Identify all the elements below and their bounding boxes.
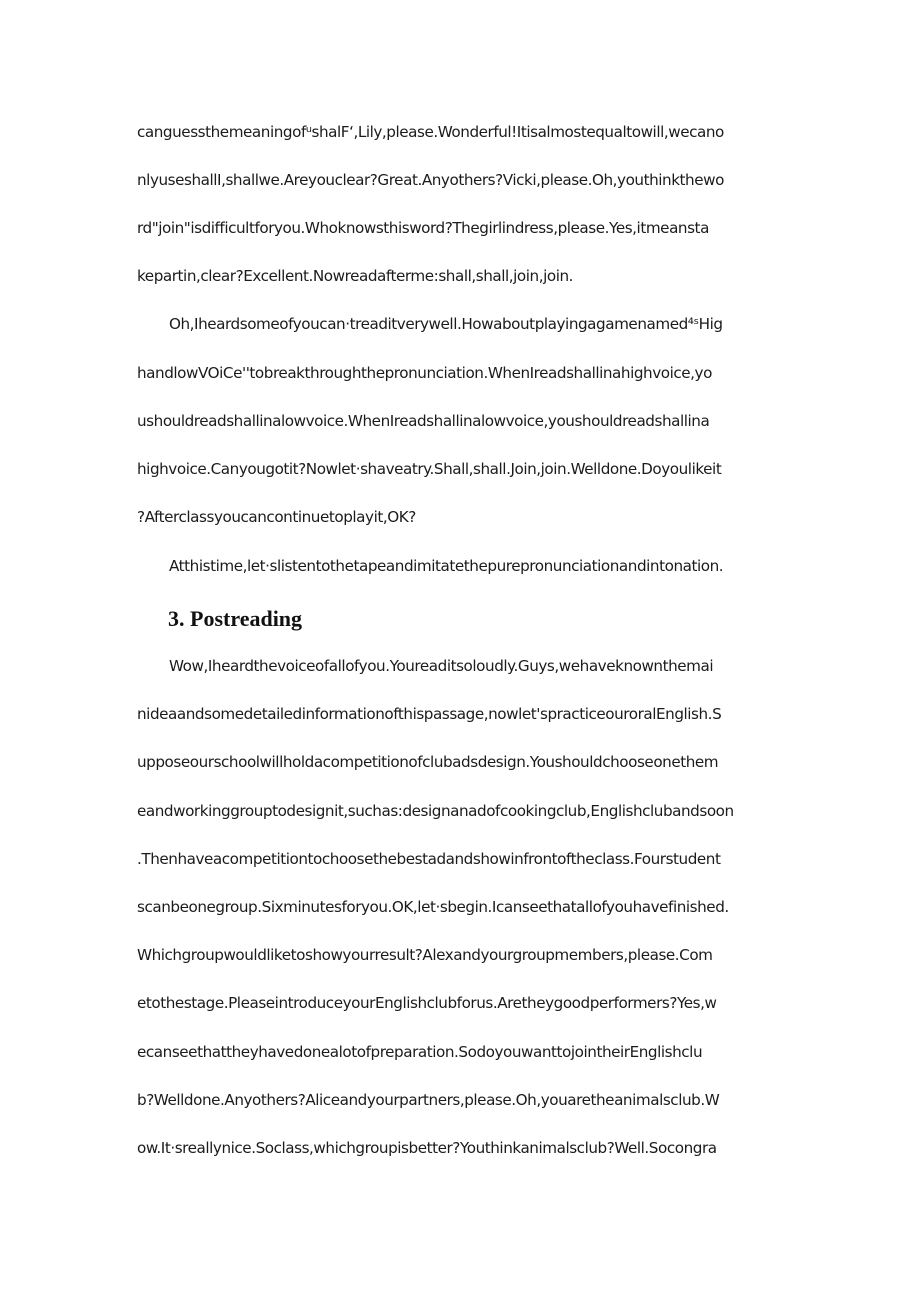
text-line: ?Afterclassyoucancontinuetoplayit,OK? <box>137 508 416 526</box>
text-line: Atthistime,let·slistentothetapeandimitatethepurepronunciationandintonation. <box>169 557 724 575</box>
text-line: kepartin,clear?Excellent.Nowreadafterme:shall,shall,join,join. <box>137 267 574 285</box>
text-line: handlowVOiCe''tobreakthroughthepronunciation.WhenIreadshallinahighvoice,yo <box>137 364 712 382</box>
text-line: nlyuseshallI,shallwe.Areyouclear?Great.Anyothers?Vicki,please.Oh,youthinkthewo <box>137 171 724 189</box>
text-line: canguessthemeaningofᵘshalFʻ,Lily,please.Wonderful!Itisalmostequaltowill,wecano <box>137 123 724 141</box>
text-line: eandworkinggrouptodesignit,suchas:designanadofcookingclub,Englishclubandsoon <box>137 802 734 820</box>
text-line: Oh,Iheardsomeofyoucan·treaditverywell.Howaboutplayingagamenamed⁴ˢHig <box>169 315 723 333</box>
section-heading: 3. Postreading <box>168 606 303 631</box>
text-line: etothestage.PleaseintroduceyourEnglishclubforus.Aretheygoodperformers?Yes,w <box>137 994 717 1012</box>
text-line: Whichgroupwouldliketoshowyourresult?Alexandyourgroupmembers,please.Com <box>137 946 713 964</box>
text-line: ushouldreadshallinalowvoice.WhenIreadshallinalowvoice,youshouldreadshallina <box>137 412 710 430</box>
text-line: ecanseethattheyhavedonealotofpreparation.SodoyouwanttojointheirEnglishclu <box>137 1043 703 1061</box>
text-line: Wow,Iheardthevoiceofallofyou.Youreaditsoloudly.Guys,wehaveknownthemai <box>169 657 714 675</box>
text-line: .Thenhaveacompetitiontochoosethebestadandshowinfrontoftheclass.Fourstudent <box>137 850 721 868</box>
text-line: upposeourschoolwillholdacompetitionofclubadsdesign.Youshouldchooseonethem <box>137 753 719 771</box>
text-line: highvoice.Canyougotit?Nowlet·shaveatry.Shall,shall.Join,join.Welldone.Doyoulikeit <box>137 460 722 478</box>
text-line: b?Welldone.Anyothers?Aliceandyourpartners,please.Oh,youaretheanimalsclub.W <box>137 1091 720 1109</box>
text-line: rd"join"isdifficultforyou.Whoknowsthisword?Thegirlindress,please.Yes,itmeansta <box>137 219 709 237</box>
text-line: nideaandsomedetailedinformationofthispassage,nowlet'spracticeouroralEnglish.S <box>137 705 722 723</box>
text-line: scanbeonegroup.Sixminutesforyou.OK,let·sbegin.Icanseethatallofyouhavefinished. <box>137 898 729 916</box>
text-line: ow.It·sreallynice.Soclass,whichgroupisbetter?Youthinkanimalsclub?Well.Socongra <box>137 1139 717 1157</box>
